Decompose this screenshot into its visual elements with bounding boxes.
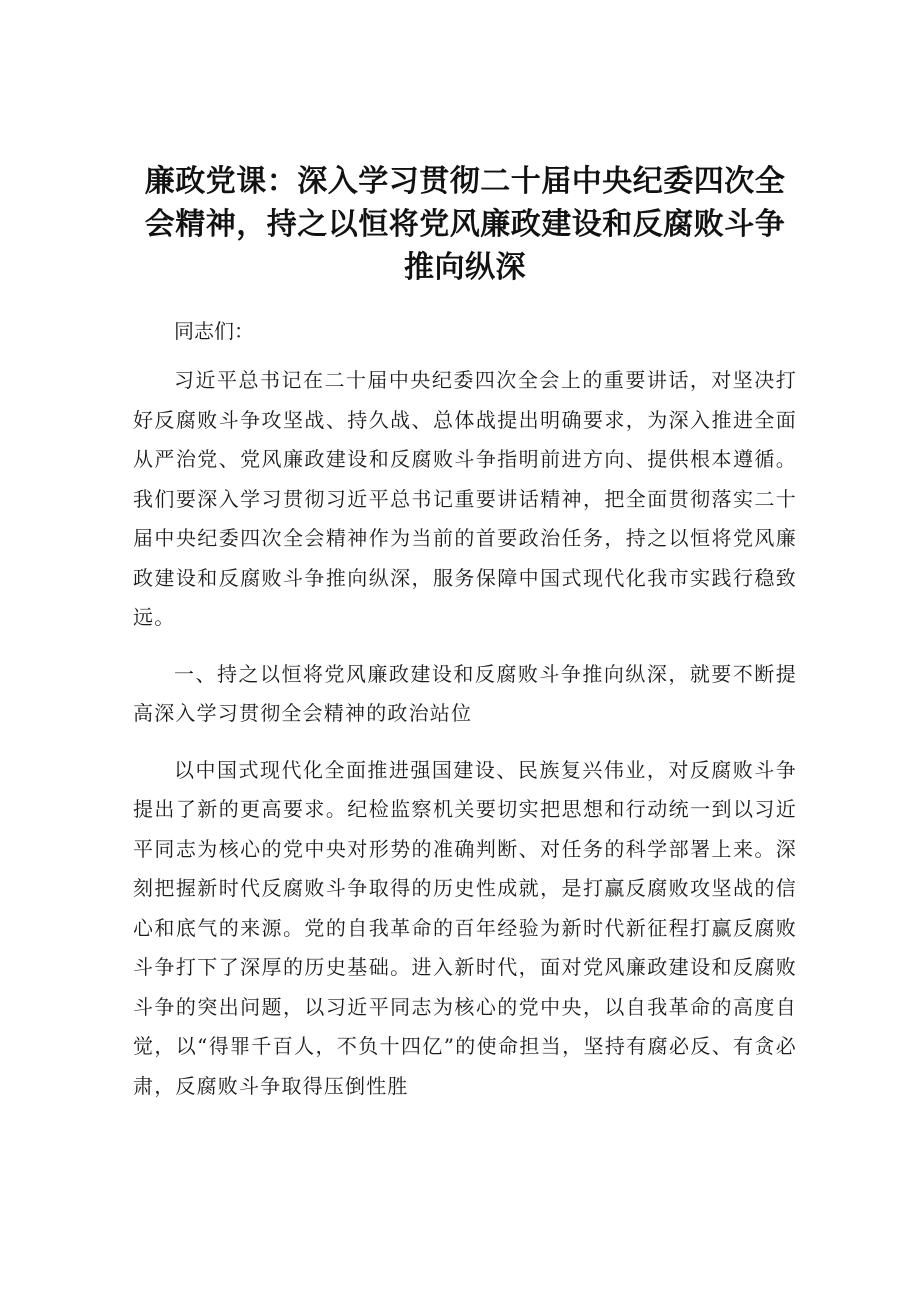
paragraph-intro: 习近平总书记在二十届中央纪委四次全会上的重要讲话，对坚决打好反腐败斗争攻坚战、持久战、总体战提出明确要求，为深入推进全面从严治党、党风廉政建设和反腐败斗争指明前进方向、提供根本遵循。我们要深入学习贯彻习近平总书记重要讲话精神，把全面贯彻落实二十届中央纪委四次全会精神作为当前的首要政治任务，持之以恒将党风廉政建设和反腐败斗争推向纵深，服务保障中国式现代化我市实践行稳致远。 xyxy=(133,368,797,629)
section-heading-one: 一、持之以恒将党风廉政建设和反腐败斗争推向纵深，就要不断提高深入学习贯彻全会精神的政治站位 xyxy=(133,661,797,725)
document-title: 廉政党课：深入学习贯彻二十届中央纪委四次全会精神，持之以恒将党风廉政建设和反腐败斗争推向纵深 xyxy=(144,164,786,285)
document-body xyxy=(133,160,797,1123)
paragraph-section-one: 以中国式现代化全面推进强国建设、民族复兴伟业，对反腐败斗争提出了新的更高要求。纪检监察机关要切实把思想和行动统一到以习近平同志为核心的党中央对形势的准确判断、对任务的科学部署上来。深刻把握新时代反腐败斗争取得的历史性成就，是打赢反腐败攻坚战的信心和底气的来源。党的自我革命的百年经验为新时代新征程打赢反腐败斗争打下了深厚的历史基础。进入新时代，面对党风廉政建设和反腐败斗争的突出问题，以习近平同志为核心的党中央，以自我革命的高度自觉，以“得罪千百人，不负十四亿”的使命担当，坚持有腐必反、有贪必肃，反腐败斗争取得压倒性胜 xyxy=(133,757,797,1098)
salutation: 同志们： xyxy=(174,319,254,343)
